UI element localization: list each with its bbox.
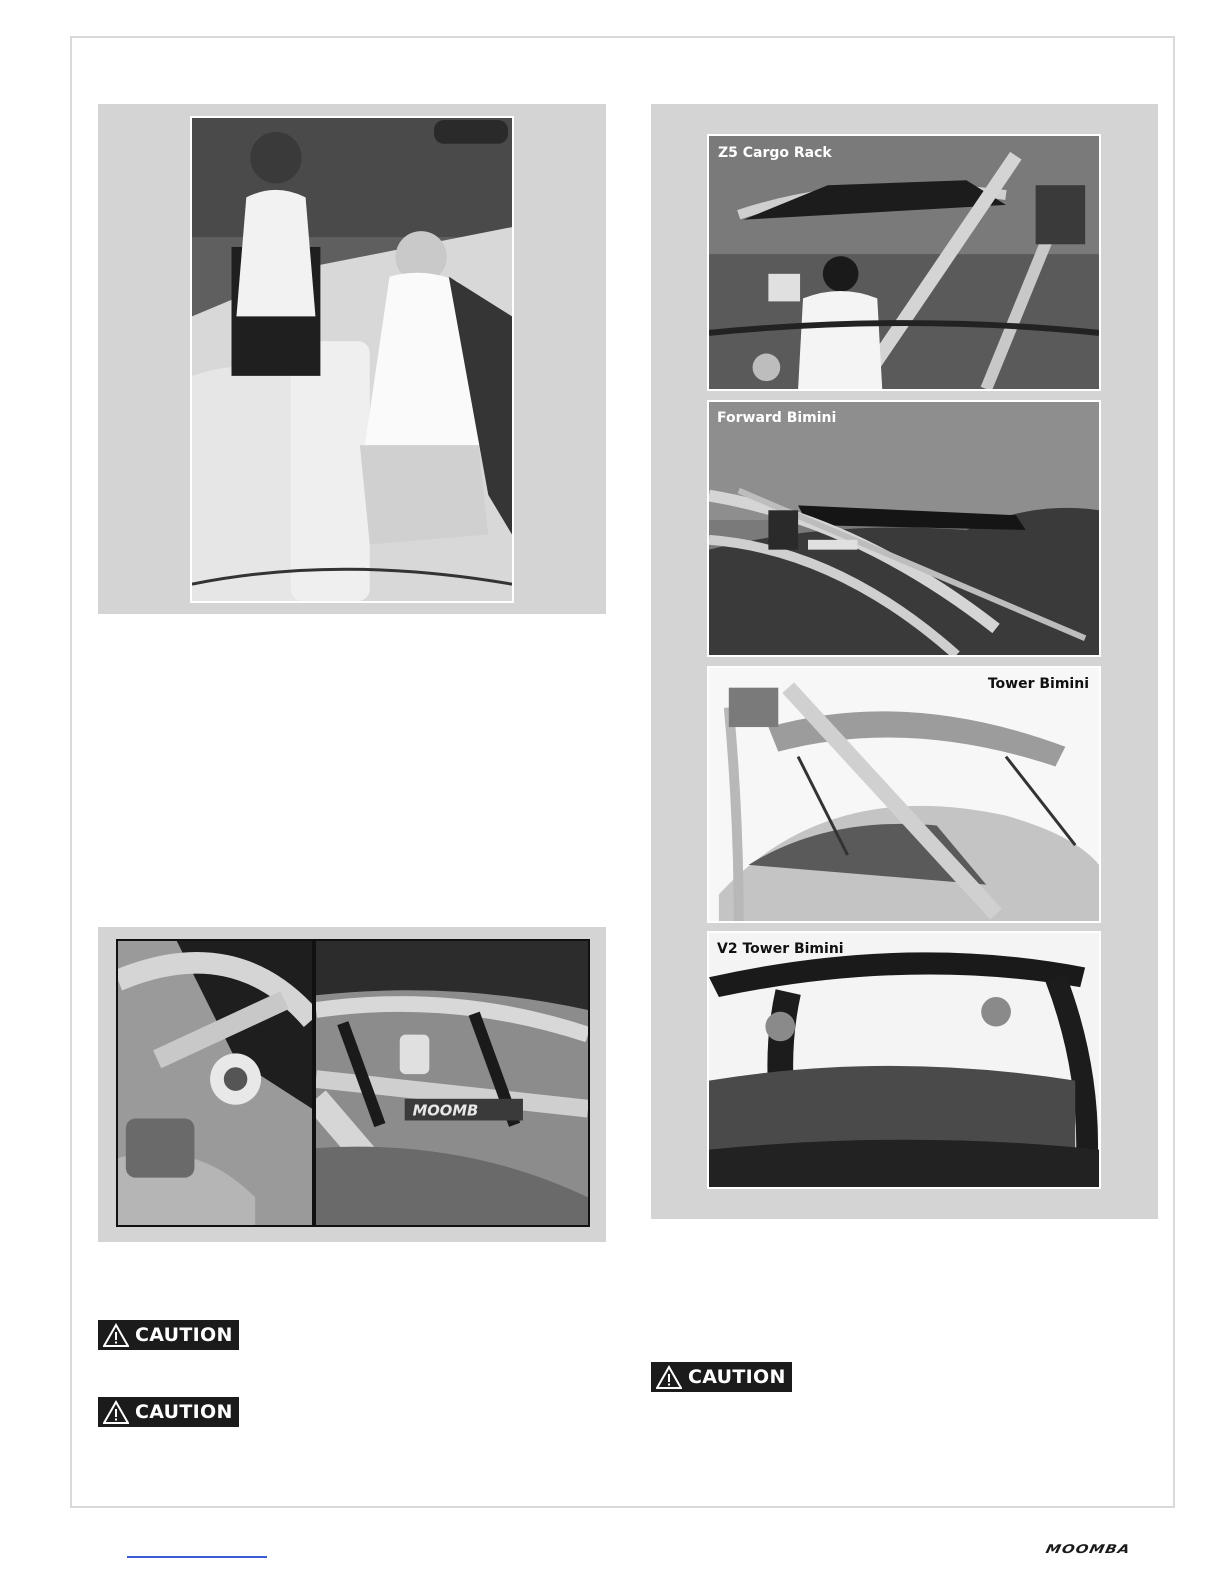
v2-tower-bimini-photo — [707, 931, 1101, 1189]
passengers-photo — [190, 116, 514, 603]
tower-clamp-closeup-photo — [116, 939, 314, 1227]
warning-triangle-icon — [656, 1365, 682, 1389]
caution-text: CAUTION — [135, 1401, 233, 1423]
footer-brand-logo: MOOMBA — [1044, 1541, 1132, 1557]
rack-closeup-panel — [98, 927, 606, 1242]
tower-bimini-label: Tower Bimini — [987, 676, 1089, 692]
caution-label-2 — [98, 1397, 239, 1427]
tower-accessories-panel — [651, 104, 1158, 1219]
caution-label-1 — [98, 1320, 239, 1350]
caution-label-3 — [651, 1362, 792, 1392]
forward-bimini-label: Forward Bimini — [717, 410, 837, 426]
z5-cargo-rack-photo — [707, 134, 1101, 391]
v2-tower-bimini-label: V2 Tower Bimini — [717, 941, 844, 957]
rack-brand-text: MOOMB — [412, 1102, 479, 1120]
warning-triangle-icon — [103, 1323, 129, 1347]
z5-cargo-rack-label: Z5 Cargo Rack — [718, 145, 832, 161]
rack-tower-closeup-photo — [314, 939, 590, 1227]
caution-text: CAUTION — [688, 1366, 786, 1388]
passengers-photo-panel — [98, 104, 606, 614]
forward-bimini-photo — [707, 400, 1101, 657]
footer-link-underline[interactable] — [127, 1556, 267, 1558]
tower-bimini-photo — [707, 666, 1101, 923]
caution-text: CAUTION — [135, 1324, 233, 1346]
warning-triangle-icon — [103, 1400, 129, 1424]
